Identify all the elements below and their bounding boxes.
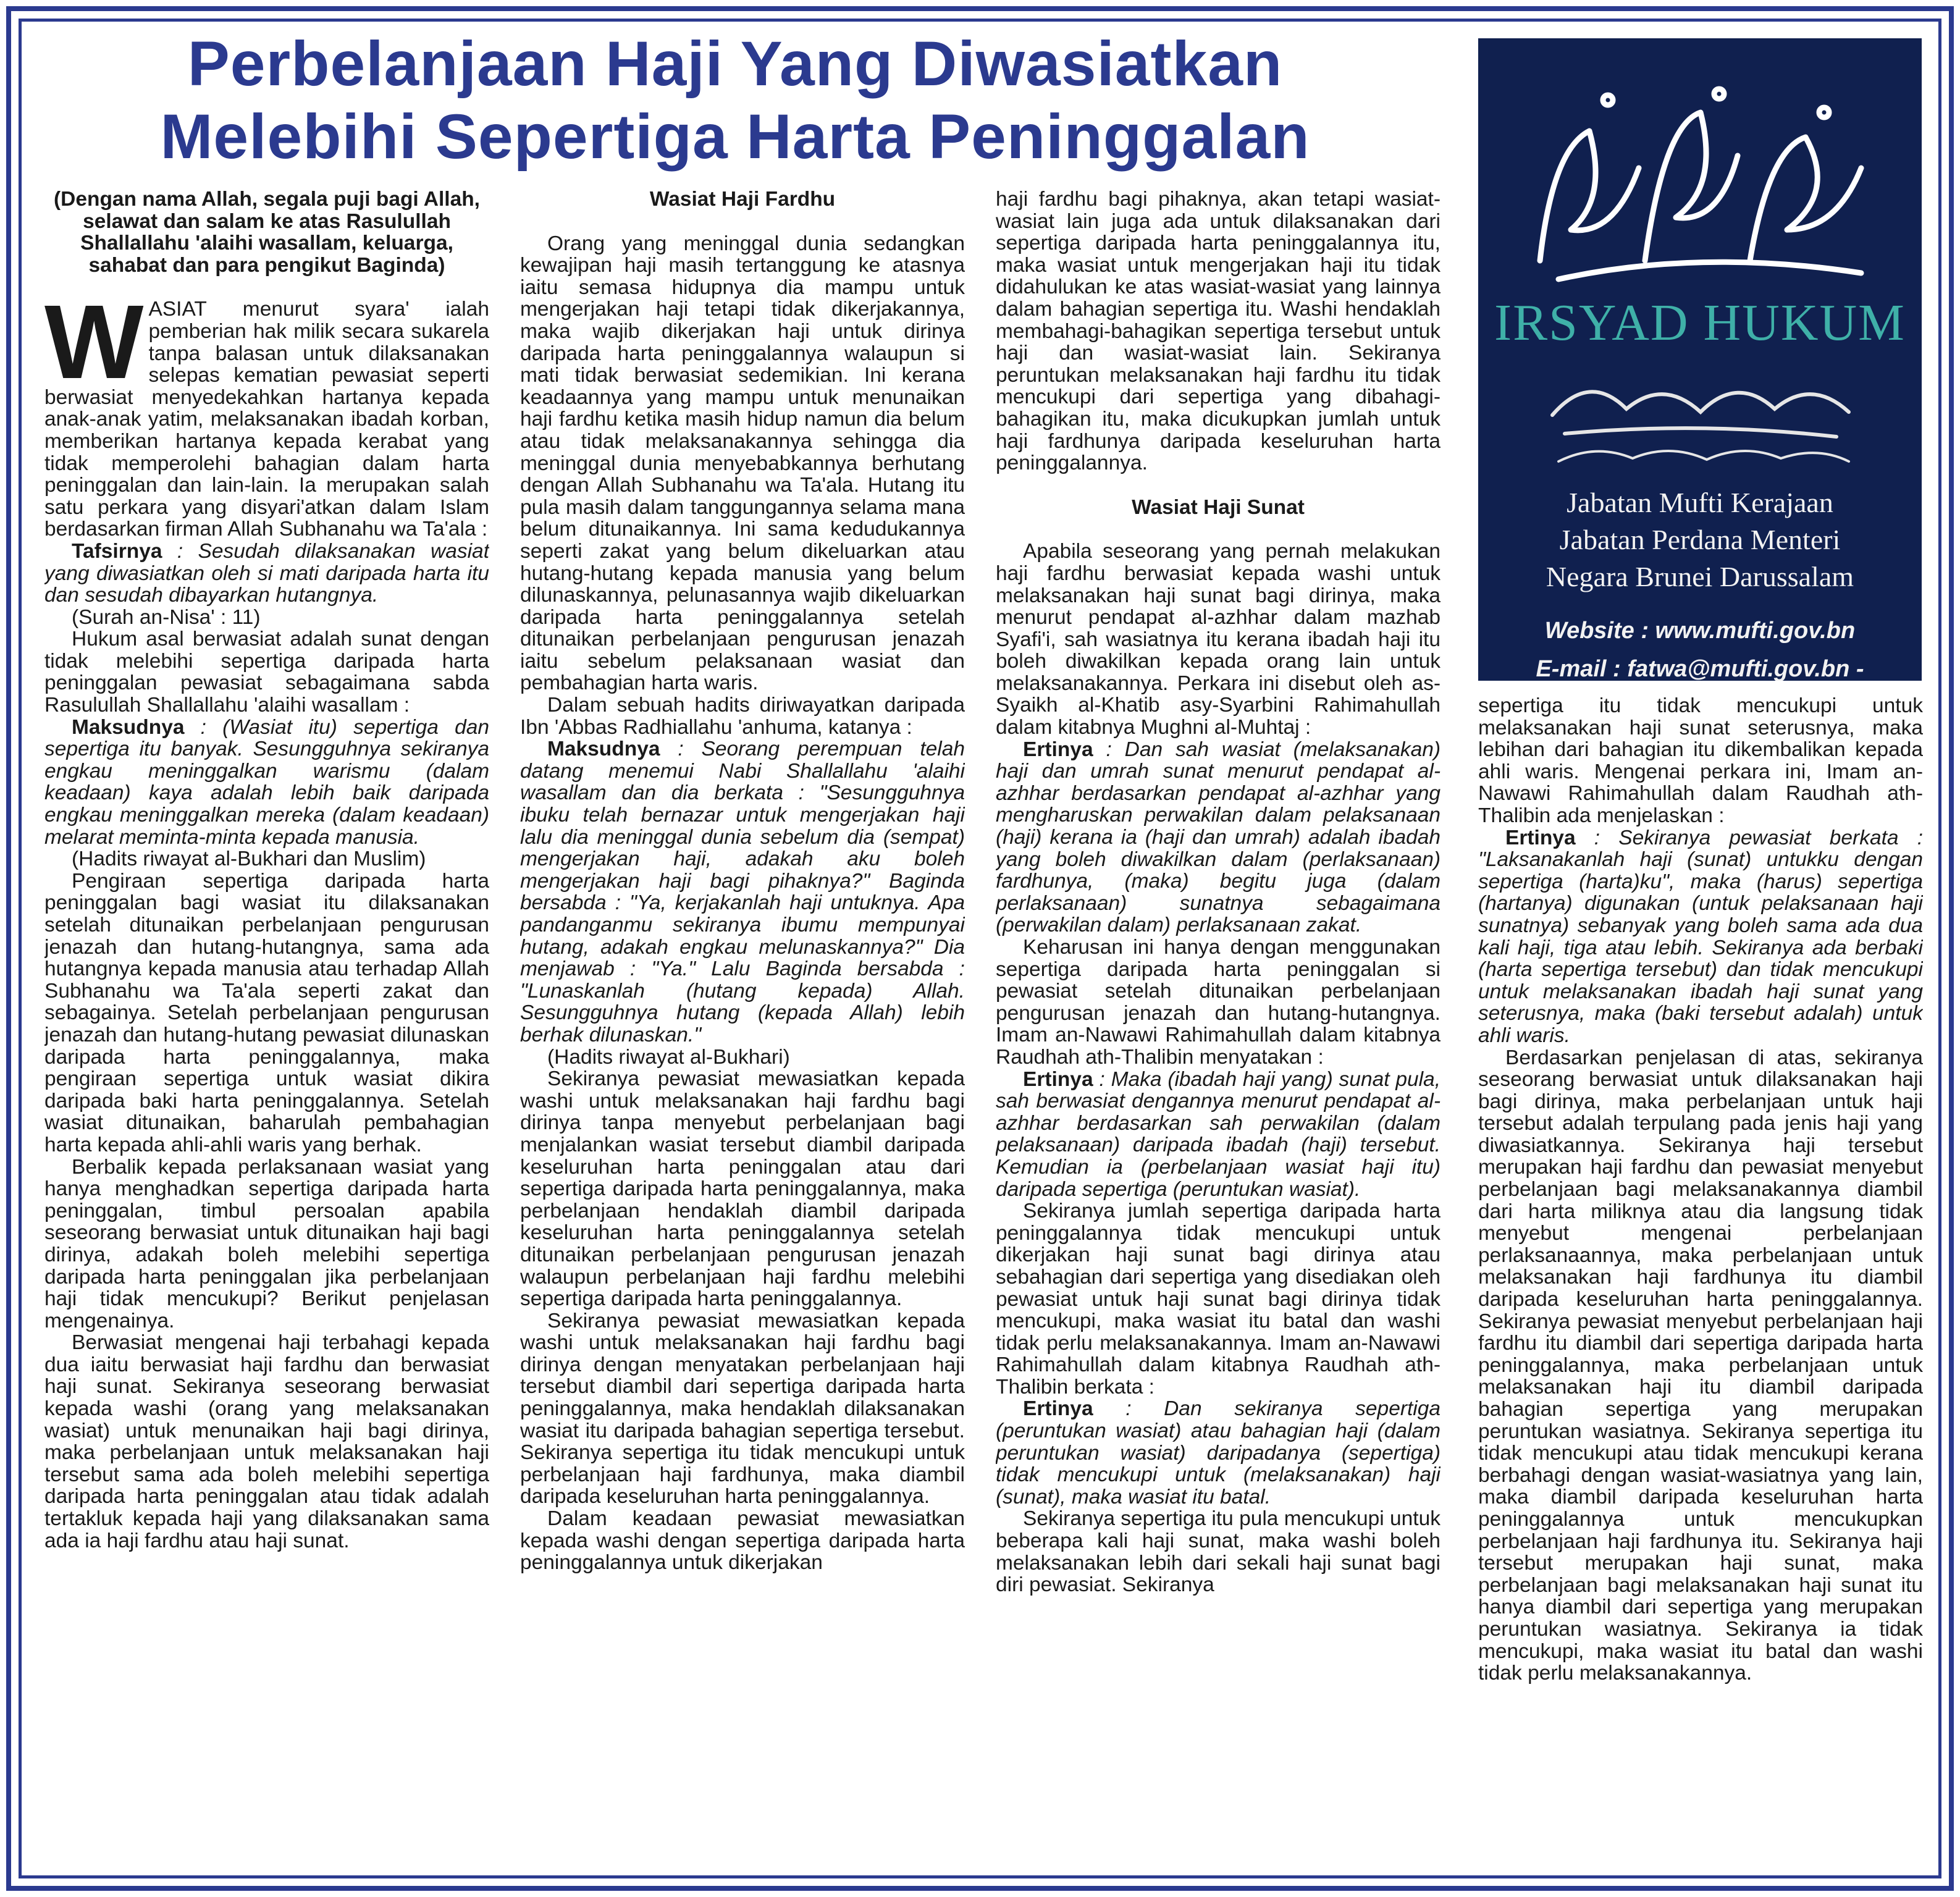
paragraph: Ertinya : Maka (ibadah haji yang) sunat pula, sah berwasiat dengannya menurut pendapat al-azhhar berdasarkan sah perwakilan (dalam pelaksanaan) daripada ibadah (haji) tersebut. Kemudian ia (perbelanjaan wasiat haji itu) daripada sepertiga (peruntukan wasiat). — [996, 1067, 1441, 1201]
article-column-1 — [44, 188, 489, 1869]
paragraph: Dalam keadaan pewasiat mewasiatkan kepada washi dengan sepertiga daripada harta peninggalannya untuk dikerjakan — [520, 1507, 965, 1575]
article-column-3 — [996, 188, 1441, 1869]
paragraph: Hukum asal berwasiat adalah sunat dengan tidak melebihi sepertiga daripada harta peninggalan pewasiat sebagaimana sabda Rasulullah Shallallahu 'alaihi wasallam : — [44, 628, 489, 717]
section-heading: Wasiat Haji Fardhu — [649, 188, 836, 211]
jawi-script-icon — [1540, 360, 1861, 483]
paragraph: Sekiranya pewasiat mewasiatkan kepada washi untuk melaksanakan haji fardhu bagi dirinya tanpa menyebut perbelanjaan bagi menjalankan wasiat tersebut diambil daripada keseluruhan harta peninggalan atau dari sepertiga daripada harta peninggalannya, maka perbelanjaan hendaklah diambil daripada keseluruhan harta peninggalannya setelah ditunaikan perbelanjaan pengurusan jenazah walaupun perbelanjaan haji fardhu melebihi sepertiga daripada harta peninggalannya. — [520, 1067, 965, 1311]
paragraph: Pengiraan sepertiga daripada harta peninggalan bagi wasiat itu dilaksanakan setelah ditunaikan perbelanjaan pengurusan jenazah dan hutang-hutangnya, sama ada hutangnya kepada manusia atau terhadap Allah Subhanahu wa Ta'ala seperti zakat dan sebagainya. Setelah perbelanjaan pengurusan jenazah dan hutang-hutang pewasiat dilunaskan daripada harta peninggalannya, maka pengiraan sepertiga untuk wasiat dikira daripada baki harta peninggalannya. Setelah wasiat ditunaikan, baharulah pembahagian harta kepada ahli-ahli waris yang berhak. — [44, 869, 489, 1156]
paragraph: sepertiga itu tidak mencukupi untuk melaksanakan haji sunat seterusnya, maka lebihan dari bahagian itu dikembalikan kepada ahli waris. Mengenai perkara ini, Imam an-Nawawi Rahimahullah dalam Raudhah ath-Thalibin ada menjelaskan : — [1478, 695, 1923, 827]
paragraph: Sekiranya sepertiga itu pula mencukupi untuk beberapa kali haji sunat, maka washi boleh melaksanakan lebih dari sekali haji sunat bagi diri pewasiat. Sekiranya — [996, 1507, 1441, 1597]
intro-basmalah: (Dengan nama Allah, segala puji bagi Allah, selawat dan salam ke atas Rasulullah Shallallahu 'alaihi wasallam, keluarga, sahabat dan para pengikut Baginda) — [54, 188, 480, 277]
paragraph: Berwasiat mengenai haji terbahagi kepada dua iaitu berwasiat haji fardhu dan berwasiat haji sunat. Sekiranya seseorang berwasiat kepada washi (orang yang melaksanakan wasiat) untuk menunaikan haji bagi dirinya, maka perbelanjaan untuk melaksanakan haji tersebut sama ada boleh melebihi sepertiga daripada harta peninggalan atau tidak adalah tertakluk kepada haji yang dilaksanakan sama ada ia haji fardhu atau haji sunat. — [44, 1331, 489, 1552]
dept-line-3: Negara Brunei Darussalam — [1546, 561, 1854, 592]
paragraph: Tafsirnya : Sesudah dilaksanakan wasiat yang diwasiatkan oleh si mati daripada harta itu dan sesudah dibayarkan hutangnya. — [44, 539, 489, 607]
logo-email: E-mail : fatwa@mufti.gov.bn - — [1536, 656, 1864, 681]
paragraph: Berbalik kepada perlaksanaan wasiat yang hanya menghadkan sepertiga daripada harta peninggalan, timbul persoalan apabila seseorang berwasiat untuk ditunaikan haji bagi dirinya, adakah boleh melebihi sepertiga daripada harta peninggalan jika perbelanjaan haji tidak mencukupi? Berikut penjelasan mengenainya. — [44, 1155, 489, 1332]
section-heading: Wasiat Haji Sunat — [1132, 495, 1305, 519]
paragraph: Apabila seseorang yang pernah melakukan haji fardhu berwasiat kepada washi untuk melaksanakan haji sunat bagi dirinya, maka menurut pendapat al-azhhar dalam mazhab Syafi'i, sah wasiatnya itu kerana ibadah haji itu boleh diwakilkan kepada orang lain untuk melaksanakannya. Perkara ini disebut oleh as-Syaikh al-Khatib asy-Syarbini Rahimahullah dalam kitabnya Mughni al-Muhtaj : — [996, 540, 1441, 739]
paragraph: Keharusan ini hanya dengan menggunakan sepertiga daripada harta peninggalan si pewasiat setelah ditunaikan perbelanjaan pengurusan jenazah dan hutang-hutangnya. Imam an-Nawawi Rahimahullah dalam kitabnya Raudhah ath-Thalibin menyatakan : — [996, 936, 1441, 1069]
dept-line-2: Jabatan Perdana Menteri — [1559, 524, 1841, 555]
paragraph: Ertinya : Dan sah wasiat (melaksanakan) haji dan umrah sunat menurut pendapat al-azhhar berdasarkan pendapat al-azhhar yang mengharuskan perwakilan dalam pelaksanaan (haji) kerana ia (haji dan umrah) adalah ibadah yang boleh diwakilkan dalam (perlaksanaan) fardhunya, (maka) begitu juga (dalam perlaksanaan) sunatnya sebagaimana (perwakilan dalam) perlaksanaan zakat. — [996, 738, 1441, 937]
paragraph: Maksudnya : (Wasiat itu) sepertiga dan sepertiga itu banyak. Sesungguhnya sekiranya engkau meninggalkan warismu (dalam keadaan) kaya adalah lebih baik daripada engkau meninggalkan mereka (dalam keadaan) melarat meminta-minta kepada manusia. — [44, 715, 489, 849]
paragraph: Sekiranya jumlah sepertiga daripada harta peninggalannya tidak mencukupi untuk dikerjakan haji sunat bagi dirinya atau sebahagian dari sepertiga yang disediakan oleh pewasiat untuk haji sunat bagi dirinya tidak mencukupi, maka wasiat itu batal dan washi tidak perlu melaksanakannya. Imam an-Nawawi Rahimahullah dalam kitabnya Raudhah ath-Thalibin berkata : — [996, 1200, 1441, 1399]
logo-website: Website : www.mufti.gov.bn — [1544, 618, 1856, 644]
headline-line-1: Perbelanjaan Haji Yang Diwasiatkan — [187, 28, 1283, 99]
paragraph: Ertinya : Dan sekiranya sepertiga (peruntukan wasiat) atau bahagian haji (dalam peruntukan wasiat) daripadanya (sepertiga) tidak mencukupi untuk (melaksanakan) haji (sunat), maka wasiat itu batal. — [996, 1397, 1441, 1508]
dept-line-1: Jabatan Mufti Kerajaan — [1567, 487, 1833, 518]
article-column-4 — [1478, 695, 1923, 1869]
paragraph: Orang yang meninggal dunia sedangkan kewajipan haji masih tertanggung ke atasnya iaitu semasa hidupnya dia mampu untuk mengerjakan haji tetapi tidak dikerjakannya, maka wajib dikerjakan haji untuk dirinya daripada harta peninggalannya walaupun si mati tidak berwasiat sedemikian. Ini kerana keadaannya yang mampu untuk menunaikan haji fardhu ketika masih hidup namun dia belum atau tidak melaksanakannya sehingga dia meninggal dunia menyebabkannya berhutang dengan Allah Subhanahu wa Ta'ala. Hutang itu pula masih dalam tanggungannya selama mana belum ditunaikannya. Ini sama kedudukannya seperti zakat yang belum dikeluarkan atau hutang-hutang kepada manusia yang belum dilunaskannya, pelunasannya wajib dikeluarkan daripada harta peninggalannya setelah ditunaikan perbelanjaan pengurusan jenazah iaitu sebelum pelaksanaan wasiat dan pembahagian harta waris. — [520, 232, 965, 695]
drop-cap: W — [44, 284, 144, 402]
headline — [25, 27, 1445, 173]
article-column-2 — [520, 188, 965, 1869]
citation: (Hadits riwayat al-Bukhari) — [547, 1045, 790, 1069]
citation: (Hadits riwayat al-Bukhari dan Muslim) — [72, 848, 426, 871]
arabic-calligraphy-icon — [1515, 75, 1886, 298]
paragraph: Sekiranya pewasiat mewasiatkan kepada washi untuk melaksanakan haji fardhu bagi dirinya dengan menyatakan perbelanjaan haji tersebut diambil dari sepertiga daripada harta peninggalannya, maka hendaklah dilaksanakan wasiat itu daripada bahagian sepertiga tersebut. Sekiranya sepertiga itu tidak mencukupi untuk perbelanjaan haji fardhunya, maka diambil daripada keseluruhan harta peninggalannya. — [520, 1309, 965, 1508]
headline-line-2: Melebihi Sepertiga Harta Peninggalan — [160, 101, 1310, 172]
irsyad-hukum-logo — [1478, 38, 1922, 681]
paragraph: Dalam sebuah hadits diriwayatkan daripada Ibn 'Abbas Radhiallahu 'anhuma, katanya : — [520, 694, 965, 739]
citation: (Surah an-Nisa' : 11) — [72, 605, 261, 629]
paragraph: WASIAT menurut syara' ialah pemberian hak milik secara sukarela tanpa balasan untuk dilaksanakan selepas kematian pewasiat seperti berwasiat menyedekahkan hartanya kepada anak-anak yatim, melaksanakan ibadah korban, memberikan hartanya kepada kerabat yang tidak memperolehi bahagian dalam harta peninggalan dan lain-lain. Ia merupakan salah satu perkara yang disyari'atkan dalam Islam berdasarkan firman Allah Subhanahu wa Ta'ala : — [44, 284, 489, 541]
paragraph: Berdasarkan penjelasan di atas, sekiranya seseorang berwasiat untuk dilaksanakan haji bagi dirinya, maka perbelanjaan untuk haji tersebut adalah terpulang pada jenis haji yang diwasiatkannya. Sekiranya haji tersebut merupakan haji fardhu dan pewasiat menyebut perbelanjaan bagi melaksanakannya diambil dari harta miliknya atau dia langsung tidak menyebut mengenai perbelanjaan perlaksanaannya, maka perbelanjaan untuk melaksanakan haji fardhunya itu diambil daripada keseluruhan harta peninggalannya. Sekiranya pewasiat menyebut perbelanjaan haji fardhu itu diambil dari sepertiga daripada harta peninggalannya, maka perbelanjaan untuk melaksanakan haji itu diambil daripada bahagian sepertiga yang merupakan peruntukan wasiatnya. Sekiranya sepertiga itu tidak mencukupi atau tidak mencukupi kerana berbahagi dengan wasiat-wasiatnya yang lain, maka diambil daripada keseluruhan harta peninggalannya untuk mencukupkan perbelanjaan haji fardhunya itu. Sekiranya haji tersebut merupakan haji sunat, maka perbelanjaan bagi melaksanakan haji sunat itu hanya diambil dari sepertiga yang merupakan peruntukan wasiatnya. Sekiranya ia tidak mencukupi, maka wasiat itu batal dan washi tidak perlu melaksanakannya. — [1478, 1046, 1923, 1685]
paragraph: Ertinya : Sekiranya pewasiat berkata : "Laksanakanlah haji (sunat) untukku dengan sepertiga (harta)ku", maka (harus) sepertiga (hartanya) digunakan (untuk pelaksanaan haji sunatnya) sebanyak yang boleh sama ada dua kali haji, tiga atau lebih. Sekiranya ada berbaki (harta sepertiga tersebut) dan tidak mencukupi untuk melaksanakan ibadah haji sunat yang seterusnya, maka (baki tersebut adalah) untuk ahli waris. — [1478, 826, 1923, 1047]
paragraph: haji fardhu bagi pihaknya, akan tetapi wasiat-wasiat lain juga ada untuk dilaksanakan dari sepertiga daripada harta peninggalannya itu, maka wasiat untuk mengerjakan haji itu tidak didahulukan ke atas wasiat-wasiat yang lainnya dalam bahagian sepertiga itu. Washi hendaklah membahagi-bahagikan sepertiga tersebut untuk haji dan wasiat-wasiat lain. Sekiranya peruntukan melaksanakan haji fardhu itu tidak mencukupi dari sepertiga yang dibahagi-bahagikan itu, maka dicukupkan jumlah untuk haji fardhunya daripada keseluruhan harta peninggalannya. — [996, 188, 1441, 475]
logo-title: IRSYAD HUKUM — [1494, 294, 1906, 351]
paragraph: Maksudnya : Seorang perempuan telah datang menemui Nabi Shallallahu 'alaihi wasallam dan dia berkata : "Sesungguhnya ibuku telah bernazar untuk mengerjakan haji lalu dia meninggal dunia sebelum dia (sempat) mengerjakan haji, adakah aku boleh mengerjakan haji bagi pihaknya?" Baginda bersabda : "Ya, kerjakanlah haji untuknya. Apa pandanganmu sekiranya ibumu mempunyai hutang, adakah engkau melunaskannya?" Dia menjawab : "Ya." Lalu Baginda bersabda : "Lunaskanlah (hutang kepada) Allah. Sesungguhnya hutang (kepada Allah) lebih berhak dilunaskan." — [520, 738, 965, 1046]
